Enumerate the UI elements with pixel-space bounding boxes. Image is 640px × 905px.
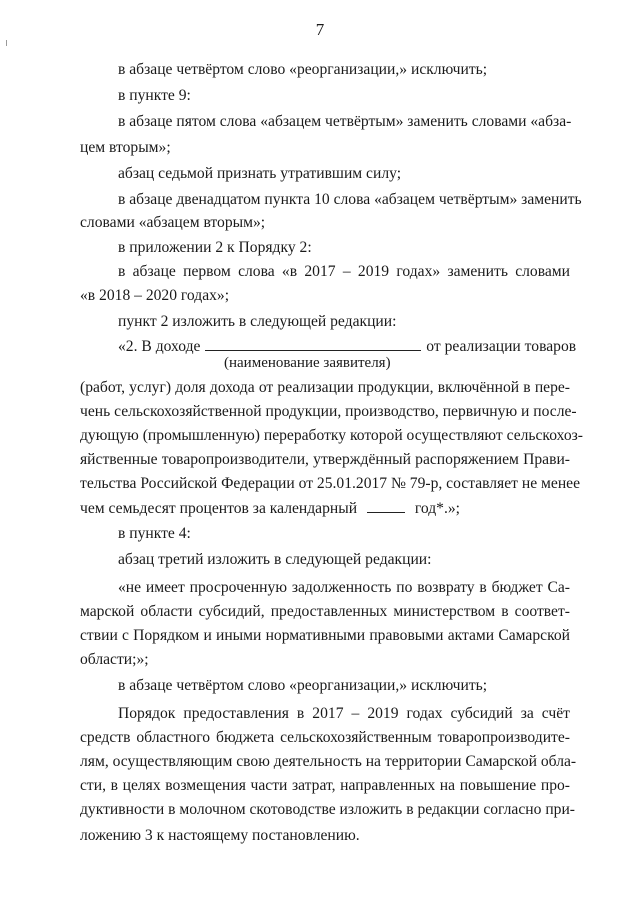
text-line: средств областного бюджета сельскохозяйственным товаропроизводите- xyxy=(80,729,570,746)
text-line: лям, осуществляющим свою деятельность на территории Самарской обла- xyxy=(80,753,577,770)
text-line: дующую (промышленную) переработку которой осуществляют сельскохоз- xyxy=(80,427,583,444)
text-line: абзац третий изложить в следующей редакции: xyxy=(118,551,432,568)
text-line: яйственные товаропроизводители, утверждённый распоряжением Прави- xyxy=(80,451,570,468)
text-line: в абзаце четвёртом слово «реорганизации,» исключить; xyxy=(118,677,488,694)
text-line: ложению 3 к настоящему постановлению. xyxy=(80,827,360,844)
applicant-name-blank xyxy=(205,336,421,351)
text-line: пункт 2 изложить в следующей редакции: xyxy=(118,313,397,330)
form-line-start: «2. В доходе xyxy=(118,338,201,355)
text-line: Порядок предоставления в 2017 – 2019 годах субсидий за счёт xyxy=(118,705,570,722)
text-line: в абзаце четвёртом слово «реорганизации,» исключить; xyxy=(118,61,488,78)
text-line: тельства Российской Федерации от 25.01.2017 № 79-р, составляет не менее xyxy=(80,475,581,492)
form-line xyxy=(80,498,570,519)
text-line: «в 2018 – 2020 годах»; xyxy=(80,287,230,304)
text-line: в пункте 4: xyxy=(118,525,191,542)
text-line: в приложении 2 к Порядку 2: xyxy=(118,239,312,256)
text-line: абзац седьмой признать утратившим силу; xyxy=(118,165,402,182)
text-line: словами «абзацем вторым»; xyxy=(80,214,266,231)
text-line: цем вторым»; xyxy=(80,139,171,156)
margin-mark xyxy=(6,40,7,46)
form-line-start: чем семьдесят процентов за календарный xyxy=(80,500,358,517)
text-line: в абзаце первом слова «в 2017 – 2019 годах» заменить словами xyxy=(118,263,570,280)
text-line: (работ, услуг) доля дохода от реализации продукции, включённой в пере- xyxy=(80,379,570,396)
text-line: сти, в целях возмещения части затрат, направленных на повышение про- xyxy=(80,777,570,794)
form-line-caption: (наименование заявителя) xyxy=(224,355,391,371)
text-line: дуктивности в молочном скотоводстве изложить в редакции согласно при- xyxy=(80,801,575,818)
text-line: «не имеет просроченную задолженность по возврату в бюджет Са- xyxy=(118,579,570,596)
form-line-end: от реализации товаров xyxy=(426,338,577,355)
text-line: ствии с Порядком и иными нормативными правовыми актами Самарской xyxy=(80,627,570,644)
text-line: марской области субсидий, предоставленных министерством в соответ- xyxy=(80,603,570,620)
text-line: в абзаце пятом слова «абзацем четвёртым» заменить словами «абза- xyxy=(118,113,572,130)
text-line: чень сельскохозяйственной продукции, производство, первичную и после- xyxy=(80,403,577,420)
year-blank xyxy=(367,498,405,513)
form-line-end: год*.»; xyxy=(414,500,460,517)
text-line: в пункте 9: xyxy=(118,87,191,104)
page-number: 7 xyxy=(315,20,325,39)
text-line: в абзаце двенадцатом пункта 10 слова «абзацем четвёртым» заменить xyxy=(118,191,582,208)
text-line: области;»; xyxy=(80,651,149,668)
